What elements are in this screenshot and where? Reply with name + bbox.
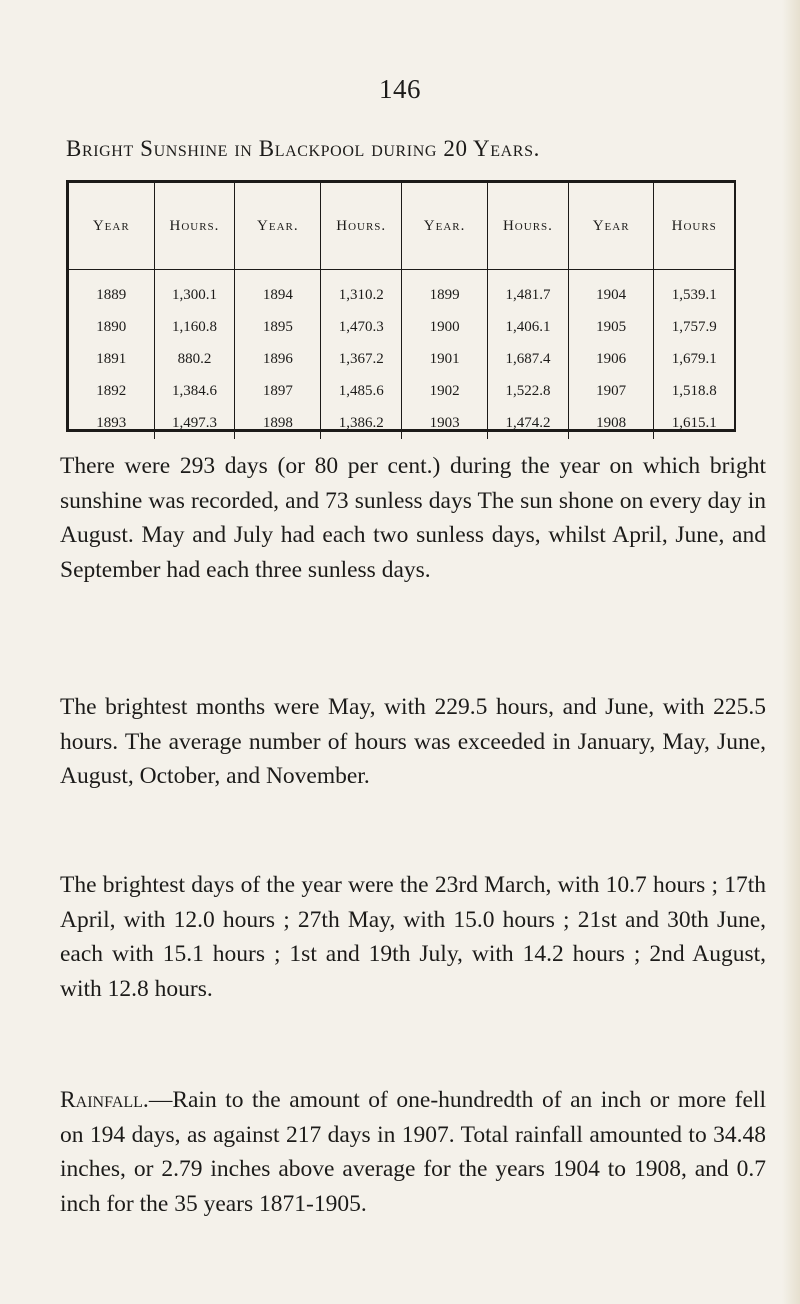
table-cell: 1,679.1 (671, 350, 717, 367)
sunshine-table (69, 183, 734, 439)
rainfall-body: —Rain to the amount of one-hundredth of an inch or more fell on 194 days, as against 217 days in 1907. Total rainfall amounted to 34.48 inches, or 2.79 inches above average for the years 1904 to 1908, and 0.7 inch for the 35 years 1871-1905. (60, 1087, 766, 1218)
table-cell: 1906 (568, 343, 654, 375)
table-cell: 1894 (235, 270, 321, 312)
paragraph-brightest-months: The brightest months were May, with 229.5 hours, and June, with 225.5 hours. The average number of hours was exceeded in January, May, June, August, October, and November. (60, 694, 766, 790)
table-cell: 1,310.2 (321, 270, 402, 312)
table-cell: 880.2 (154, 343, 235, 375)
table-row (69, 270, 734, 312)
header-year-3: Year. (402, 183, 488, 270)
table-cell: 1,300.1 (154, 270, 235, 312)
table-cell: 1,615.1 (671, 414, 717, 431)
table-cell: 1908 (568, 407, 654, 439)
table-cell: 1,757.9 (671, 318, 717, 335)
table-cell: 1889 (69, 270, 154, 312)
table-header-row (69, 183, 734, 270)
table-cell: 1907 (568, 375, 654, 407)
table-cell: 1904 (568, 270, 654, 312)
table-cell: 1905 (568, 311, 654, 343)
page-heading: Bright Sunshine in Blackpool during 20 Years. (66, 136, 540, 161)
table-cell: 1,539.1 (671, 286, 717, 303)
header-year-1: Year (69, 183, 154, 270)
table-cell: 1901 (402, 343, 488, 375)
header-hours-2: Hours. (321, 183, 402, 270)
table-cell: 1890 (69, 311, 154, 343)
table-cell: 1,522.8 (488, 375, 569, 407)
header-hours-3: Hours. (488, 183, 569, 270)
table-cell: 1,687.4 (488, 343, 569, 375)
paragraph-brightest-days: The brightest days of the year were the 23rd March, with 10.7 hours ; 17th April, with 12.0 hours ; 27th May, with 15.0 hours ; 21st and 30th June, each with 15.1 hours ; 1st and 19th July, with 14.2 hours ; 2nd August, with 12.8 hours. (60, 872, 766, 1003)
rainfall-lead: Rainfall. (60, 1087, 149, 1113)
table-cell: 1,384.6 (154, 375, 235, 407)
table-cell: 1896 (235, 343, 321, 375)
table-cell: 1892 (69, 375, 154, 407)
table-cell: 1899 (402, 270, 488, 312)
table-cell: 1891 (69, 343, 154, 375)
header-year-4: Year (568, 183, 654, 270)
table-row (69, 407, 734, 439)
table-cell: 1897 (235, 375, 321, 407)
table-cell: 1,367.2 (321, 343, 402, 375)
table-cell: 1903 (402, 407, 488, 439)
table-cell: 1,386.2 (321, 407, 402, 439)
table-cell: 1895 (235, 311, 321, 343)
header-hours-4: Hours (654, 183, 734, 270)
table-cell: 1,470.3 (321, 311, 402, 343)
table-cell: 1898 (235, 407, 321, 439)
table-row (69, 311, 734, 343)
header-hours-1: Hours. (154, 183, 235, 270)
table-cell: 1,481.7 (488, 270, 569, 312)
table-cell: 1,485.6 (321, 375, 402, 407)
table-cell: 1900 (402, 311, 488, 343)
table-row (69, 375, 734, 407)
page-number: 146 (379, 74, 421, 104)
table-cell: 1902 (402, 375, 488, 407)
header-year-2: Year. (235, 183, 321, 270)
page-edge-shadow (782, 0, 800, 1304)
table-cell: 1,518.8 (671, 382, 717, 399)
table-cell: 1,497.3 (154, 407, 235, 439)
paragraph-sunless-days: There were 293 days (or 80 per cent.) during the year on which bright sunshine was recorded, and 73 sunless days The sun shone on every day in August. May and July had each two sunless days, whilst April, June, and September had each three sunless days. (60, 453, 766, 584)
table-cell: 1,474.2 (488, 407, 569, 439)
table-cell: 1893 (69, 407, 154, 439)
sunshine-table-frame (66, 180, 736, 432)
table-cell: 1,160.8 (154, 311, 235, 343)
paragraph-rainfall (60, 1083, 766, 1222)
table-row (69, 343, 734, 375)
table-cell: 1,406.1 (488, 311, 569, 343)
